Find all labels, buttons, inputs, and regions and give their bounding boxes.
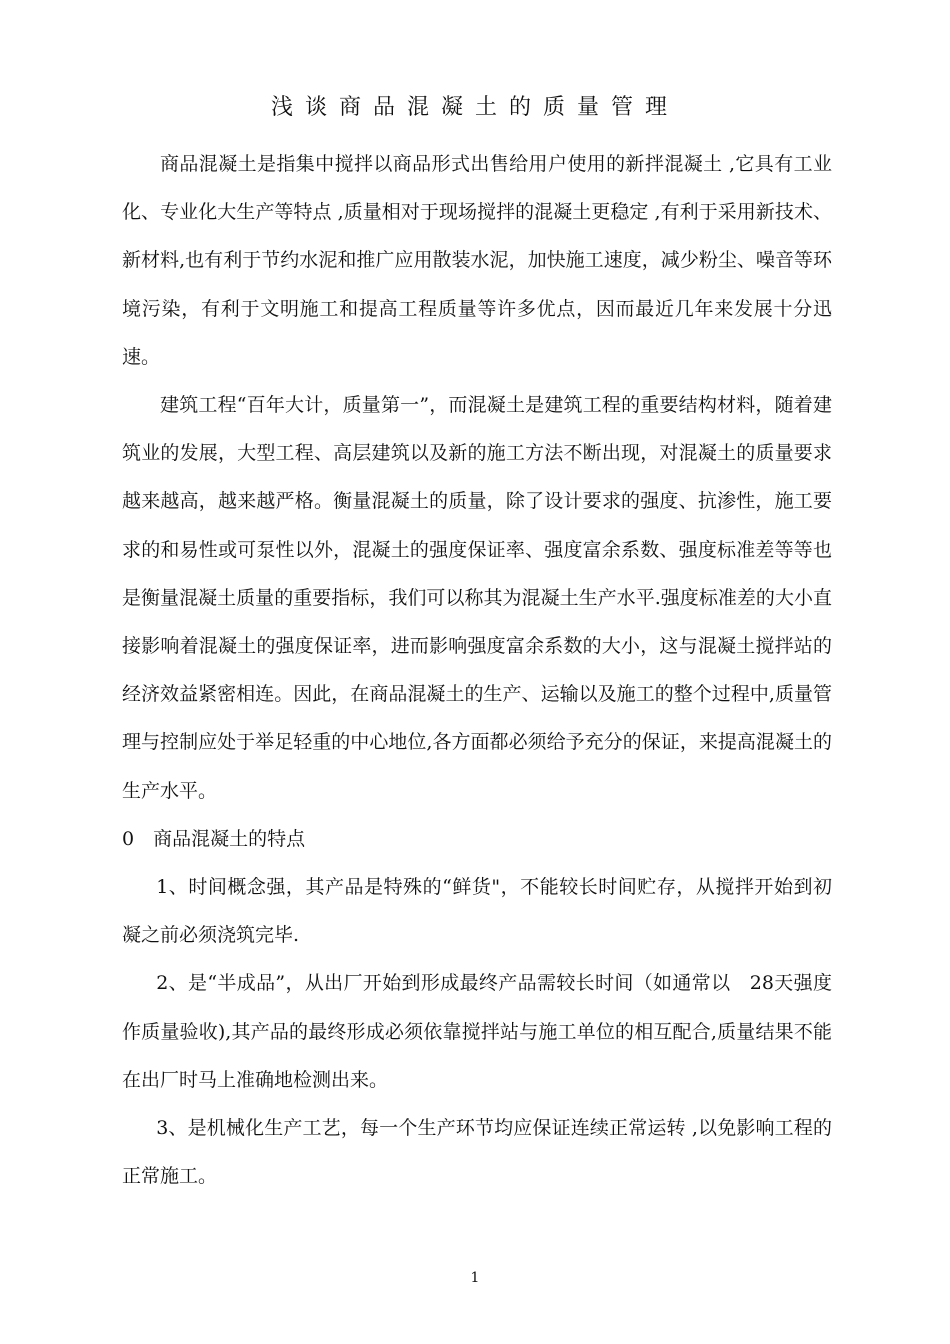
document-body bbox=[122, 140, 832, 1200]
page-title: 浅谈商品混凝土的质量管理 bbox=[270, 95, 679, 120]
list-item-1: 1、时间概念强，其产品是特殊的“鲜货"，不能较长时间贮存，从搅拌开始到初凝之前必须浇筑完毕. bbox=[122, 876, 832, 947]
page-number: 1 bbox=[470, 1270, 480, 1286]
list-item-2: 2、是“半成品”，从出厂开始到形成最终产品需较长时间（如通常以 28天强度作质量验收),其产品的最终形成必须依靠搅拌站与施工单位的相互配合,质量结果不能在出厂时马上准确地检测出来。 bbox=[122, 972, 832, 1091]
section-heading: 0 商品混凝土的特点 bbox=[122, 827, 306, 850]
paragraph-intro: 商品混凝土是指集中搅拌以商品形式出售给用户使用的新拌混凝土 ,它具有工业化、专业化大生产等特点 ,质量相对于现场搅拌的混凝土更稳定 ,有利于采用新技术、新材料,也有利于节约水泥和推广应用散装水泥，加快施工速度，减少粉尘、噪音等环境污染，有利于文明施工和提高工程质量等许多优点，因而最近几年来发展十分迅速。 bbox=[122, 153, 832, 368]
list-item-3: 3、是机械化生产工艺，每一个生产环节均应保证连续正常运转 ,以免影响工程的正常施工。 bbox=[122, 1117, 832, 1188]
paragraph-quality: 建筑工程“百年大计，质量第一”，而混凝土是建筑工程的重要结构材料，随着建筑业的发展，大型工程、高层建筑以及新的施工方法不断出现，对混凝土的质量要求越来越高，越来越严格。衡量混凝土的质量，除了设计要求的强度、抗渗性，施工要求的和易性或可泵性以外，混凝土的强度保证率、强度富余系数、强度标准差等等也是衡量混凝土质量的重要指标，我们可以称其为混凝土生产水平.强度标准差的大小直接影响着混凝土的强度保证率，进而影响强度富余系数的大小，这与混凝土搅拌站的经济效益紧密相连。因此，在商品混凝土的生产、运输以及施工的整个过程中,质量管理与控制应处于举足轻重的中心地位,各方面都必须给予充分的保证，来提高混凝土的生产水平。 bbox=[122, 394, 832, 802]
